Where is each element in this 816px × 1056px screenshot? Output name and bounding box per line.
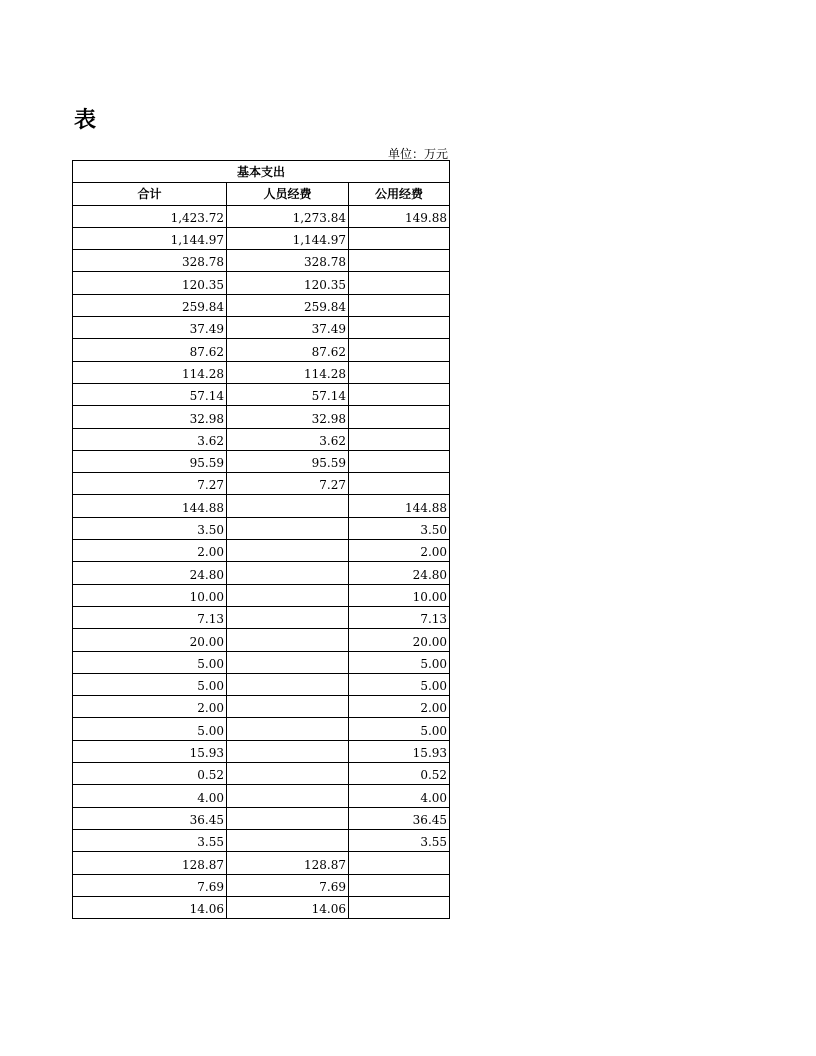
cell-total: 128.87 [73, 852, 227, 874]
cell-personnel [227, 584, 349, 606]
table-row [73, 874, 450, 896]
table-row [73, 428, 450, 450]
table-row [73, 205, 450, 227]
cell-total: 144.88 [73, 495, 227, 517]
table-row [73, 785, 450, 807]
cell-public [349, 896, 450, 918]
cell-personnel [227, 540, 349, 562]
table-row [73, 763, 450, 785]
cell-total: 10.00 [73, 584, 227, 606]
cell-public [349, 852, 450, 874]
cell-public: 3.55 [349, 829, 450, 851]
cell-personnel [227, 740, 349, 762]
column-header-public: 公用经费 [349, 183, 450, 205]
cell-total: 95.59 [73, 450, 227, 472]
table-row [73, 450, 450, 472]
cell-public: 2.00 [349, 540, 450, 562]
cell-total: 114.28 [73, 361, 227, 383]
cell-public: 10.00 [349, 584, 450, 606]
group-header-basic-expenditure: 基本支出 [73, 161, 450, 183]
cell-personnel: 114.28 [227, 361, 349, 383]
table-row [73, 629, 450, 651]
table-row [73, 807, 450, 829]
cell-public [349, 874, 450, 896]
column-header-personnel: 人员经费 [227, 183, 349, 205]
cell-total: 32.98 [73, 406, 227, 428]
cell-public: 144.88 [349, 495, 450, 517]
cell-public: 2.00 [349, 696, 450, 718]
cell-personnel: 32.98 [227, 406, 349, 428]
cell-personnel [227, 718, 349, 740]
cell-total: 7.13 [73, 606, 227, 628]
cell-public [349, 450, 450, 472]
table-body [73, 205, 450, 919]
cell-personnel: 259.84 [227, 294, 349, 316]
cell-personnel [227, 629, 349, 651]
expenditure-table [72, 160, 450, 919]
cell-total: 37.49 [73, 317, 227, 339]
cell-total: 2.00 [73, 540, 227, 562]
table-row [73, 540, 450, 562]
cell-total: 87.62 [73, 339, 227, 361]
table-row [73, 606, 450, 628]
cell-public: 36.45 [349, 807, 450, 829]
cell-personnel: 7.27 [227, 473, 349, 495]
cell-total: 4.00 [73, 785, 227, 807]
cell-public [349, 383, 450, 405]
table-row [73, 696, 450, 718]
cell-public [349, 428, 450, 450]
cell-personnel: 120.35 [227, 272, 349, 294]
cell-total: 3.55 [73, 829, 227, 851]
cell-personnel [227, 673, 349, 695]
cell-public: 5.00 [349, 718, 450, 740]
cell-public: 5.00 [349, 673, 450, 695]
cell-personnel: 95.59 [227, 450, 349, 472]
cell-public: 4.00 [349, 785, 450, 807]
table-row [73, 740, 450, 762]
table-row [73, 361, 450, 383]
cell-public: 0.52 [349, 763, 450, 785]
cell-public [349, 272, 450, 294]
table-row [73, 383, 450, 405]
cell-personnel: 3.62 [227, 428, 349, 450]
cell-personnel [227, 606, 349, 628]
page-title: 表 [74, 108, 97, 133]
cell-public [349, 317, 450, 339]
table-row [73, 250, 450, 272]
cell-public [349, 294, 450, 316]
cell-public: 5.00 [349, 651, 450, 673]
cell-total: 328.78 [73, 250, 227, 272]
cell-total: 5.00 [73, 673, 227, 695]
table-row [73, 473, 450, 495]
table-row [73, 584, 450, 606]
cell-total: 5.00 [73, 651, 227, 673]
cell-personnel [227, 807, 349, 829]
cell-public: 15.93 [349, 740, 450, 762]
table-row [73, 651, 450, 673]
table-row [73, 339, 450, 361]
cell-personnel: 14.06 [227, 896, 349, 918]
cell-total: 7.27 [73, 473, 227, 495]
cell-public: 3.50 [349, 517, 450, 539]
cell-total: 7.69 [73, 874, 227, 896]
cell-total: 0.52 [73, 763, 227, 785]
table-row [73, 227, 450, 249]
cell-total: 20.00 [73, 629, 227, 651]
cell-total: 1,423.72 [73, 205, 227, 227]
cell-total: 3.62 [73, 428, 227, 450]
table-row [73, 829, 450, 851]
cell-personnel: 1,144.97 [227, 227, 349, 249]
table-row [73, 896, 450, 918]
cell-public [349, 227, 450, 249]
table-row [73, 317, 450, 339]
cell-personnel [227, 562, 349, 584]
cell-personnel [227, 785, 349, 807]
cell-public: 7.13 [349, 606, 450, 628]
cell-total: 1,144.97 [73, 227, 227, 249]
table-row [73, 718, 450, 740]
cell-total: 57.14 [73, 383, 227, 405]
cell-personnel: 328.78 [227, 250, 349, 272]
table-row [73, 406, 450, 428]
cell-public [349, 473, 450, 495]
cell-personnel [227, 495, 349, 517]
cell-public [349, 406, 450, 428]
cell-personnel [227, 651, 349, 673]
table-row [73, 272, 450, 294]
table-row [73, 852, 450, 874]
cell-total: 24.80 [73, 562, 227, 584]
cell-total: 3.50 [73, 517, 227, 539]
cell-personnel: 57.14 [227, 383, 349, 405]
cell-public: 149.88 [349, 205, 450, 227]
table-row [73, 673, 450, 695]
cell-personnel: 37.49 [227, 317, 349, 339]
cell-personnel: 128.87 [227, 852, 349, 874]
group-header-row [73, 161, 450, 183]
table-row [73, 562, 450, 584]
cell-personnel [227, 829, 349, 851]
cell-total: 14.06 [73, 896, 227, 918]
cell-public [349, 339, 450, 361]
table-row [73, 294, 450, 316]
cell-personnel: 1,273.84 [227, 205, 349, 227]
cell-total: 2.00 [73, 696, 227, 718]
table-row [73, 495, 450, 517]
cell-total: 5.00 [73, 718, 227, 740]
cell-total: 36.45 [73, 807, 227, 829]
unit-label: 单位：万元 [387, 147, 448, 161]
cell-personnel: 87.62 [227, 339, 349, 361]
table-row [73, 517, 450, 539]
cell-total: 120.35 [73, 272, 227, 294]
column-header-row [73, 183, 450, 205]
cell-public: 24.80 [349, 562, 450, 584]
cell-total: 259.84 [73, 294, 227, 316]
cell-total: 15.93 [73, 740, 227, 762]
cell-personnel [227, 517, 349, 539]
cell-personnel [227, 763, 349, 785]
cell-public [349, 361, 450, 383]
cell-public [349, 250, 450, 272]
cell-personnel [227, 696, 349, 718]
cell-personnel: 7.69 [227, 874, 349, 896]
cell-public: 20.00 [349, 629, 450, 651]
column-header-total: 合计 [73, 183, 227, 205]
